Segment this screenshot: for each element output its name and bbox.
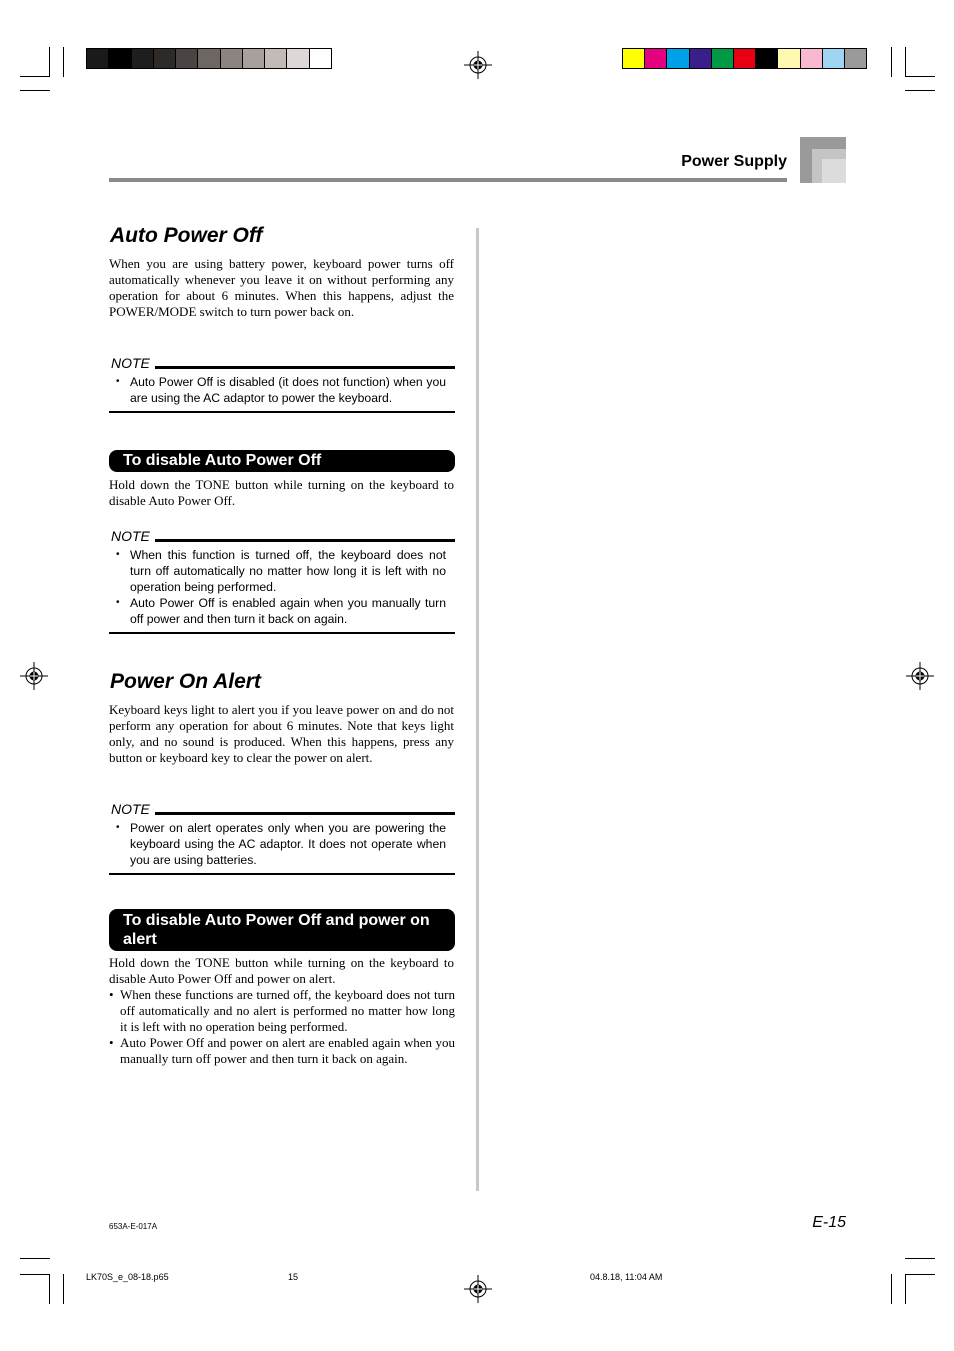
section-body: Keyboard keys light to alert you if you leave power on and do not perform any operation for about 6 minutes. Note that keys light only, and no sound is produced. When this happens, press any button or keyboard key to clear the power on alert. bbox=[109, 702, 454, 765]
note-rule bbox=[109, 873, 455, 875]
file-page-number: 15 bbox=[288, 1272, 299, 1282]
crop-mark bbox=[905, 47, 906, 77]
note-list bbox=[116, 547, 446, 627]
crop-mark bbox=[63, 47, 64, 77]
header-rule bbox=[109, 178, 787, 182]
calibration-swatch bbox=[176, 49, 198, 68]
crop-mark bbox=[20, 76, 50, 77]
crop-mark bbox=[905, 1274, 906, 1304]
calibration-swatch bbox=[823, 49, 845, 68]
calibration-swatch bbox=[221, 49, 243, 68]
crop-mark bbox=[905, 1258, 935, 1259]
crop-mark bbox=[905, 76, 935, 77]
note-item: • When this function is turned off, the keyboard does not turn off automatically no matter how long it is left with no operation being performed. bbox=[116, 547, 446, 595]
grayscale-calibration-bar bbox=[86, 48, 332, 69]
column-divider bbox=[476, 228, 479, 1191]
file-name: LK70S_e_08-18.p65 bbox=[86, 1272, 169, 1282]
calibration-swatch bbox=[132, 49, 154, 68]
document-code: 653A-E-017A bbox=[109, 1222, 158, 1231]
calibration-swatch bbox=[265, 49, 287, 68]
note-label: NOTE bbox=[111, 528, 150, 544]
calibration-swatch bbox=[756, 49, 778, 68]
section-header-title: Power Supply bbox=[681, 153, 787, 170]
calibration-swatch bbox=[845, 49, 866, 68]
note-list bbox=[116, 820, 446, 868]
color-calibration-bar bbox=[622, 48, 867, 69]
note-label: NOTE bbox=[111, 355, 150, 371]
subsection-heading-disable-auto-power-off-and-alert: To disable Auto Power Off and power on alert bbox=[109, 909, 455, 951]
page-number: E-15 bbox=[812, 1214, 846, 1231]
calibration-swatch bbox=[801, 49, 823, 68]
crop-mark bbox=[891, 1274, 892, 1304]
section-heading-power-on-alert: Power On Alert bbox=[110, 670, 261, 693]
calibration-swatch bbox=[287, 49, 309, 68]
crop-mark bbox=[891, 47, 892, 77]
file-timestamp: 04.8.18, 11:04 AM bbox=[590, 1272, 663, 1282]
page-tab-graphic bbox=[822, 159, 846, 183]
section-heading-auto-power-off: Auto Power Off bbox=[110, 224, 263, 247]
crop-mark bbox=[905, 1274, 935, 1275]
calibration-swatch bbox=[623, 49, 645, 68]
note-rule bbox=[155, 539, 455, 542]
list-item: • When these functions are turned off, the keyboard does not turn off automatically and no alert is performed no matter how long it is left with no operation being performed. bbox=[109, 987, 455, 1035]
note-rule bbox=[109, 411, 455, 413]
note-rule bbox=[109, 632, 455, 634]
calibration-swatch bbox=[645, 49, 667, 68]
crop-mark bbox=[20, 90, 50, 91]
calibration-swatch bbox=[667, 49, 689, 68]
list-item: • Auto Power Off and power on alert are enabled again when you manually turn off power and then turn it back on again. bbox=[109, 1035, 455, 1067]
calibration-swatch bbox=[154, 49, 176, 68]
calibration-swatch bbox=[778, 49, 800, 68]
subsection-list bbox=[109, 987, 455, 1067]
registration-mark-icon bbox=[464, 1275, 492, 1303]
crop-mark bbox=[49, 1274, 50, 1304]
registration-mark-icon bbox=[464, 51, 492, 79]
note-item: • Power on alert operates only when you are powering the keyboard using the AC adaptor. It does not operate when you are using batteries. bbox=[116, 820, 446, 868]
section-body: When you are using battery power, keyboard power turns off automatically whenever you leave it on without performing any operation for about 6 minutes. When this happens, adjust the POWER/MODE switch to turn power back on. bbox=[109, 256, 454, 319]
crop-mark bbox=[20, 1258, 50, 1259]
note-label: NOTE bbox=[111, 801, 150, 817]
calibration-swatch bbox=[734, 49, 756, 68]
subsection-heading-disable-auto-power-off: To disable Auto Power Off bbox=[109, 450, 455, 472]
note-rule bbox=[155, 812, 455, 815]
crop-mark bbox=[63, 1274, 64, 1304]
calibration-swatch bbox=[243, 49, 265, 68]
note-rule bbox=[155, 366, 455, 369]
note-item: • Auto Power Off is enabled again when you manually turn off power and then turn it back on again. bbox=[116, 595, 446, 627]
subsection-body: Hold down the TONE button while turning on the keyboard to disable Auto Power Off. bbox=[109, 477, 454, 508]
note-list bbox=[116, 374, 446, 406]
calibration-swatch bbox=[712, 49, 734, 68]
calibration-swatch bbox=[690, 49, 712, 68]
calibration-swatch bbox=[109, 49, 131, 68]
calibration-swatch bbox=[198, 49, 220, 68]
crop-mark bbox=[905, 90, 935, 91]
note-item: • Auto Power Off is disabled (it does not function) when you are using the AC adaptor to power the keyboard. bbox=[116, 374, 446, 406]
registration-mark-icon bbox=[20, 662, 48, 690]
calibration-swatch bbox=[87, 49, 109, 68]
calibration-swatch bbox=[310, 49, 331, 68]
crop-mark bbox=[20, 1274, 50, 1275]
subsection-body: Hold down the TONE button while turning on the keyboard to disable Auto Power Off and power on alert. bbox=[109, 955, 454, 986]
registration-mark-icon bbox=[906, 662, 934, 690]
crop-mark bbox=[49, 47, 50, 77]
